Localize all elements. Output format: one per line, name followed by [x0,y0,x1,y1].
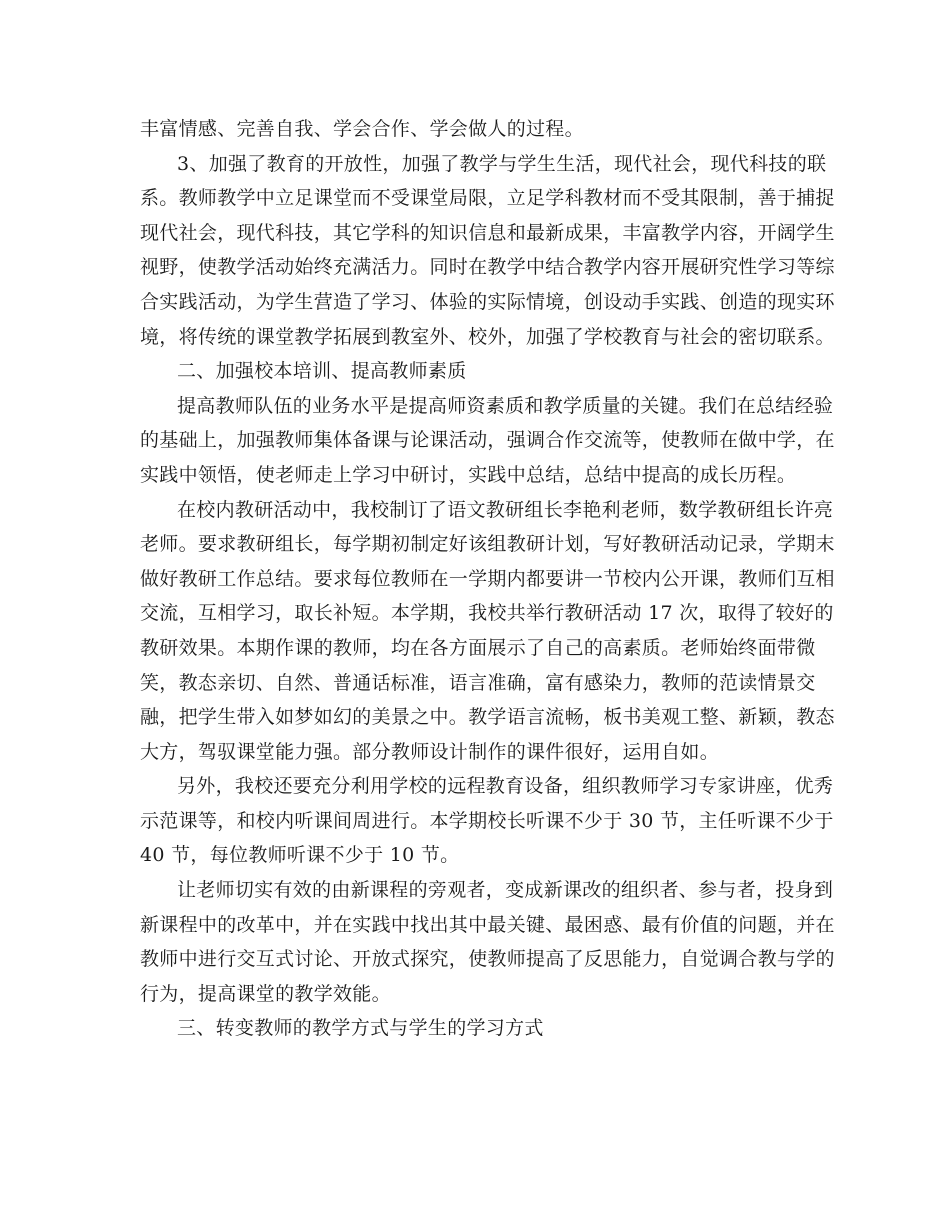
text-line: 另外，我校还要充分利用学校的远程教育设备，组织教师学习专家讲座，优秀 [177,775,834,798]
text-line: 丰富情感、完善自我、学会合作、学会做人的过程。 [140,118,584,140]
text-line: 二、加强校本培训、提高教师素质 [177,360,467,383]
text-line: 做好教研工作总结。要求每位教师在一学期内都要讲一节校内公开课，教师们互相 [140,567,835,590]
text-line: 老师。要求教研组长，每学期初制定好该组教研计划，写好教研活动记录，学期末 [140,533,835,556]
text-line: 融，把学生带入如梦如幻的美景之中。教学语言流畅，板书美观工整、新颖，教态 [140,706,835,729]
text-line: 教研效果。本期作课的教师，均在各方面展示了自己的高素质。老师始终面带微 [140,636,816,659]
text-line: 3、加强了教育的开放性，加强了教学与学生生活，现代社会，现代科技的联 [177,152,827,175]
text-line: 合实践活动，为学生营造了学习、体验的实际情境，创设动手实践、创造的现实环 [140,290,835,313]
text-line: 境，将传统的课堂教学拓展到教室外、校外，加强了学校教育与社会的密切联系。 [140,325,835,348]
text-line: 行为，提高课堂的教学效能。 [140,982,391,1005]
text-line: 视野，使教学活动始终充满活力。同时在教学中结合教学内容开展研究性学习等综 [140,256,835,279]
text-line: 的基础上，加强教师集体备课与论课活动，强调合作交流等，使教师在做中学，在 [140,429,835,452]
text-line: 教师中进行交互式讨论、开放式探究，使教师提高了反思能力，自觉调合教与学的 [140,948,835,971]
text-line: 40 节，每位教师听课不少于 10 节。 [140,844,460,867]
text-line: 让老师切实有效的由新课程的旁观者，变成新课改的组织者、参与者，投身到 [177,879,834,902]
text-line: 系。教师教学中立足课堂而不受课堂局限，立足学科教材而不受其限制，善于捕捉 [140,187,835,210]
text-line: 新课程中的改革中，并在实践中找出其中最关键、最困惑、最有价值的问题，并在 [140,913,835,936]
text-line: 笑，教态亲切、自然、普通话标准，语言准确，富有感染力，教师的范读情景交 [140,671,816,694]
text-line: 交流，互相学习，取长补短。本学期，我校共举行教研活动 17 次，取得了较好的 [140,602,834,625]
text-line: 提高教师队伍的业务水平是提高师资素质和教学质量的关键。我们在总结经验 [177,394,834,417]
text-line: 实践中领悟，使老师走上学习中研讨，实践中总结，总结中提高的成长历程。 [140,463,797,486]
text-line: 大方，驾驭课堂能力强。部分教师设计制作的课件很好，运用自如。 [140,740,720,763]
document-body [140,112,835,1046]
text-line: 三、转变教师的教学方式与学生的学习方式 [177,1017,544,1040]
text-line: 现代社会，现代科技，其它学科的知识信息和最新成果，丰富教学内容，开阔学生 [140,221,835,244]
text-line: 示范课等，和校内听课间周进行。本学期校长听课不少于 30 节，主任听课不少于 [140,809,834,832]
text-line: 在校内教研活动中，我校制订了语文教研组长李艳利老师，数学教研组长许亮 [177,498,834,521]
